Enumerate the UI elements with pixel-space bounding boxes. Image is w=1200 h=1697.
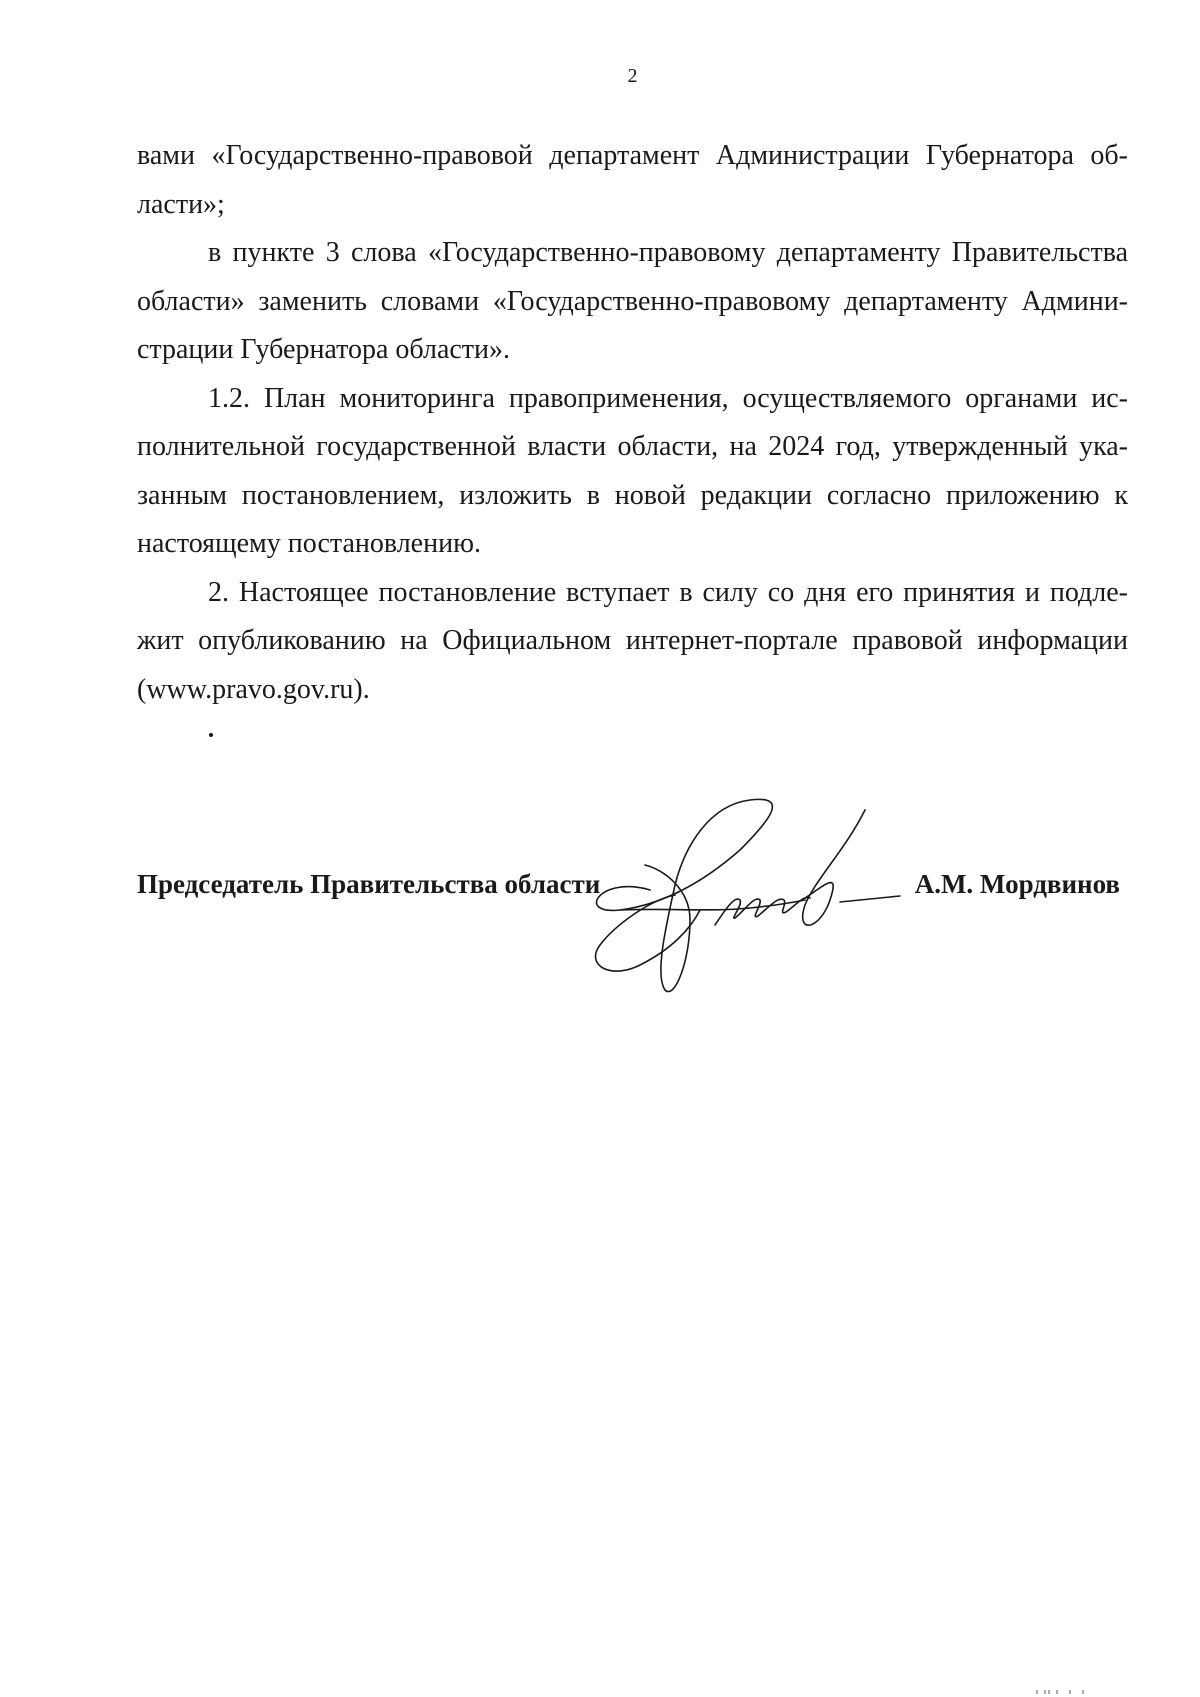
page-number: 2	[627, 65, 638, 87]
scan-edge-marks	[1035, 1690, 1095, 1694]
paragraph-continuation: вами «Государственно-правовой департамент Администрации Губернатора об-ласти»;	[137, 140, 1128, 220]
paragraph-item-3-amendment: в пункте 3 слова «Государственно-правовому департаменту Правительства области» заменить словами «Государственно-правовому департаменту Админи-страции Губернатора области».	[137, 237, 1128, 365]
signature-stroke-flourish	[803, 810, 865, 925]
handwritten-signature	[590, 790, 950, 1000]
document-body	[137, 132, 1128, 714]
signature-stroke-lower-loop	[596, 895, 700, 971]
signer-name: А.М. Мордвинов	[914, 869, 1120, 899]
paragraph-1-2-plan: 1.2. План мониторинга правоприменения, осуществляемого органами ис-полнительной государственной власти области, на 2024 год, утвержденный ука-занным постановлением, изложить в новой редакции согласно приложению к настоящему постановлению.	[137, 382, 1128, 559]
stray-dot-mark	[209, 733, 213, 737]
paragraph-2-entry-into-force: 2. Настоящее постановление вступает в силу со дня его принятия и подле-жит опубликованию на Официальном интернет-портале правовой информации (www.pravo.gov.ru).	[137, 576, 1128, 705]
signer-title: Председатель Правительства области	[137, 869, 601, 899]
signature-stroke-tail	[840, 896, 900, 902]
signature-stroke-loop	[597, 799, 773, 991]
